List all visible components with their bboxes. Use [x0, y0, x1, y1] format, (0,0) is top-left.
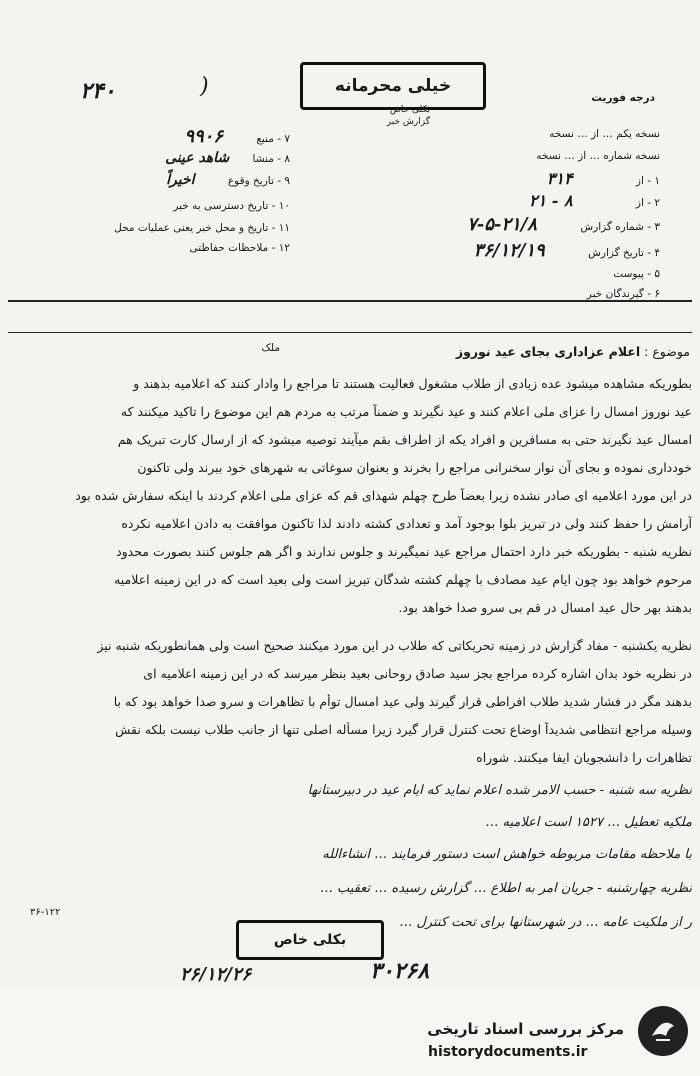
document-number: ۳۰۲۶۸	[370, 958, 430, 984]
right-field-label: تاریخ گزارش	[588, 247, 644, 259]
right-field-label: نسخه شماره … از … نسخه	[536, 150, 660, 162]
left-field-row: ۷ - منبع ۹۹۰۶	[184, 126, 290, 147]
body-line: مرحوم خواهد بود چون ایام عید مصادف با چهلم کشته شدگان تبریز است ولی بعید است که در این زمینه اعلامیه	[114, 572, 692, 587]
left-field-num: ۱۰	[278, 200, 290, 212]
evaluation-line: تظاهرات را دانشجویان ایفا میکنند. شوراه	[476, 750, 692, 765]
classification-stamp-text: خیلی محرمانه	[334, 76, 452, 96]
left-field-label: ملاحظات حفاظتی	[189, 242, 269, 254]
right-field-row	[360, 128, 660, 141]
body-line: بطوریکه مشاهده میشود عده زیادی از طلاب مشغول فعالیت هستند تا مراجع را وادار کنند که اعلامیه بدهند و	[133, 376, 692, 391]
watermark-url: historydocuments.ir	[428, 1044, 588, 1060]
handwritten-note: نظریه چهارشنبه - جریان امر به اطلاع … گزارش رسیده … تعقیب …	[319, 881, 692, 896]
subject-label: موضوع	[652, 344, 690, 359]
left-field-row: ۹ - تاریخ وقوع اخیراً	[166, 172, 290, 188]
right-field-label: از	[635, 197, 644, 209]
left-field-row: ۱۰ - تاریخ دسترسی به خبر	[173, 200, 290, 212]
archive-logo-icon	[638, 1006, 688, 1056]
left-field-num: ۱۲	[278, 242, 290, 254]
right-field-num: ۲	[654, 197, 660, 209]
right-field-num: ۳	[654, 221, 660, 233]
left-field-value: اخیراً	[166, 172, 195, 188]
body-line: خودداری نموده و بجای آن نوار سخنرانی مراجع را بخرند و بعنوان سوغاتی به شهرهای خود ببرند ولی تاکنون	[137, 460, 692, 475]
left-field-label: تاریخ وقوع	[227, 175, 274, 187]
bottom-stamp-text: بکلی خاص	[273, 932, 347, 948]
left-field-value: ۹۹۰۶	[184, 126, 223, 147]
right-field-num: ۶	[654, 288, 660, 300]
evaluation-line: بدهند مگر در فشار شدید طلاب افراطی قرار گیرند ولی عید امسال توأم با تظاهرات و سرو صدا خواهد بود که با	[113, 694, 692, 709]
header-divider-1	[8, 300, 692, 302]
right-field-row: ۶ - گیرندگان خبر	[586, 288, 660, 300]
right-field-row	[360, 150, 660, 163]
left-field-num: ۹	[284, 175, 290, 187]
left-field-num: ۷	[284, 133, 290, 145]
evaluation-line: نظریه یکشنبه - مفاد گزارش در زمینه تحریکاتی که طلاب در این مورد میکنند صحیح است ولی همانطوریکه شنبه نیز	[97, 638, 692, 653]
right-field-value: ۳۱۴	[546, 169, 573, 188]
corner-number: ۲۴۰	[80, 78, 116, 104]
left-field-value: شاهد عینی	[165, 150, 230, 166]
evaluation-line: وسیله مراجع انتظامی شدیداً اوضاع تحت کنترل قرار گیرد زیرا مسأله اصلی تنها از جانب طلاب نیست بلکه نقش	[115, 722, 692, 737]
stamp-subtext: بکلی خاص	[389, 105, 430, 115]
watermark-title: مرکز بررسی اسناد تاریخی	[427, 1020, 624, 1038]
right-field-row: ۴ - تاریخ گزارش ۳۶/۱۲/۱۹	[473, 240, 660, 261]
right-field-row: ۵ - پیوست	[613, 268, 660, 280]
right-field-row: ۱ - از ۳۱۴	[546, 169, 660, 188]
handwritten-note: ر از ملکیت عامه … در شهرستانها برای تحت کنترل …	[399, 915, 692, 930]
right-field-label: از	[635, 175, 644, 187]
right-field-value: ۸ - ۲۱	[528, 191, 573, 210]
left-field-label: منشا	[252, 153, 274, 165]
handwritten-note: با ملاحظه مقامات مربوطه خواهش است دستور فرمایند … انشاءالله	[322, 847, 692, 862]
right-field-num: ۱	[654, 175, 660, 187]
side-number: ۳۶-۱۲۲	[30, 907, 61, 918]
evaluation-line: در نظریه خود بدان اشاره کرده مراجع بجز سید صادق روحانی بعید بنظر میرسد که در این زمینه اعلامیه ای	[143, 666, 692, 681]
right-field-label: نسخه یکم … از … نسخه	[549, 128, 660, 140]
right-field-num: ۴	[654, 247, 660, 259]
right-field-row: ۲ - از ۸ - ۲۱	[528, 191, 660, 210]
body-line: عید نوروز امسال را عزای ملی اعلام کنند و عید نگیرند و ضمناً مرتب به مردم هم این موضوع را تاکید میکنند که	[120, 404, 692, 419]
subject-note: ملک	[261, 342, 280, 354]
left-field-row: ۸ - منشا شاهد عینی	[165, 150, 290, 166]
right-field-label: گیرندگان خبر	[586, 288, 644, 300]
left-field-row: ۱۱ - تاریخ و محل خبر یعنی عملیات محل	[114, 222, 290, 234]
form-title: درجه فوریت	[591, 92, 655, 104]
bracket-mark: )	[200, 74, 209, 99]
body-line: نظریه شنبه - بطوریکه خبر دارد احتمال مراجع عید نمیگیرند و جلوس ندارند و اگر هم جلوس کنند بصورت محدود	[116, 544, 692, 559]
header-divider-2	[8, 332, 692, 333]
subject-line: موضوع : اعلام عزاداری بجای عید نوروز	[455, 344, 690, 359]
left-field-num: ۸	[284, 153, 290, 165]
stamp-line2: گزارش خبر	[386, 117, 430, 127]
left-field-row: ۱۲ - ملاحظات حفاظتی	[189, 242, 290, 254]
subject-text: اعلام عزاداری بجای عید نوروز	[455, 344, 641, 359]
handwritten-note: نظریه سه شنبه - حسب الامر شده اعلام نماید که ایام عید در دبیرستانها	[307, 783, 692, 798]
right-field-num: ۵	[654, 268, 660, 280]
body-line: در این مورد اعلامیه ای صادر نشده زیرا بعضاً طرح چهلم شهدای قم که عزای ملی اعلام کردند با اینکه سفارش شده بود	[75, 488, 692, 503]
right-field-value: ۳۶/۱۲/۱۹	[473, 240, 545, 261]
hand-number: ۲۶/۱۲/۲۶	[180, 964, 252, 985]
right-field-value: ۲۱/۸-۵-۷	[467, 214, 537, 235]
bottom-stamp	[236, 920, 384, 960]
archive-logo-svg	[638, 1006, 688, 1056]
left-field-label: تاریخ دسترسی به خبر	[173, 200, 269, 212]
right-field-label: پیوست	[613, 268, 644, 280]
right-field-row: ۳ - شماره گزارش ۲۱/۸-۵-۷	[467, 214, 660, 235]
handwritten-note: ملکیه تعطیل … ۱۵۲۷ است اعلامیه …	[485, 815, 692, 830]
right-field-label: شماره گزارش	[580, 221, 644, 233]
left-field-label: منبع	[256, 133, 274, 145]
left-field-label: تاریخ و محل خبر یعنی عملیات محل	[114, 222, 269, 234]
left-field-num: ۱۱	[278, 222, 290, 234]
body-line: بدهند بهر حال عید امسال در قم بی سرو صدا خواهد بود.	[398, 600, 692, 615]
body-line: آرامش را حفظ کنند ولی در تبریز بلوا بوجود آمد و تعدادی کشته دادند لذا تاکنون موافقت به دادن اعلامیه نکرده	[121, 516, 692, 531]
classification-stamp	[300, 62, 486, 110]
body-line: امسال عید نگیرند حتی به مسافرین و افراد یکه از اطراف بقم میآیند توصیه میشود که از ارسال کارت تبریک هم	[117, 432, 692, 447]
